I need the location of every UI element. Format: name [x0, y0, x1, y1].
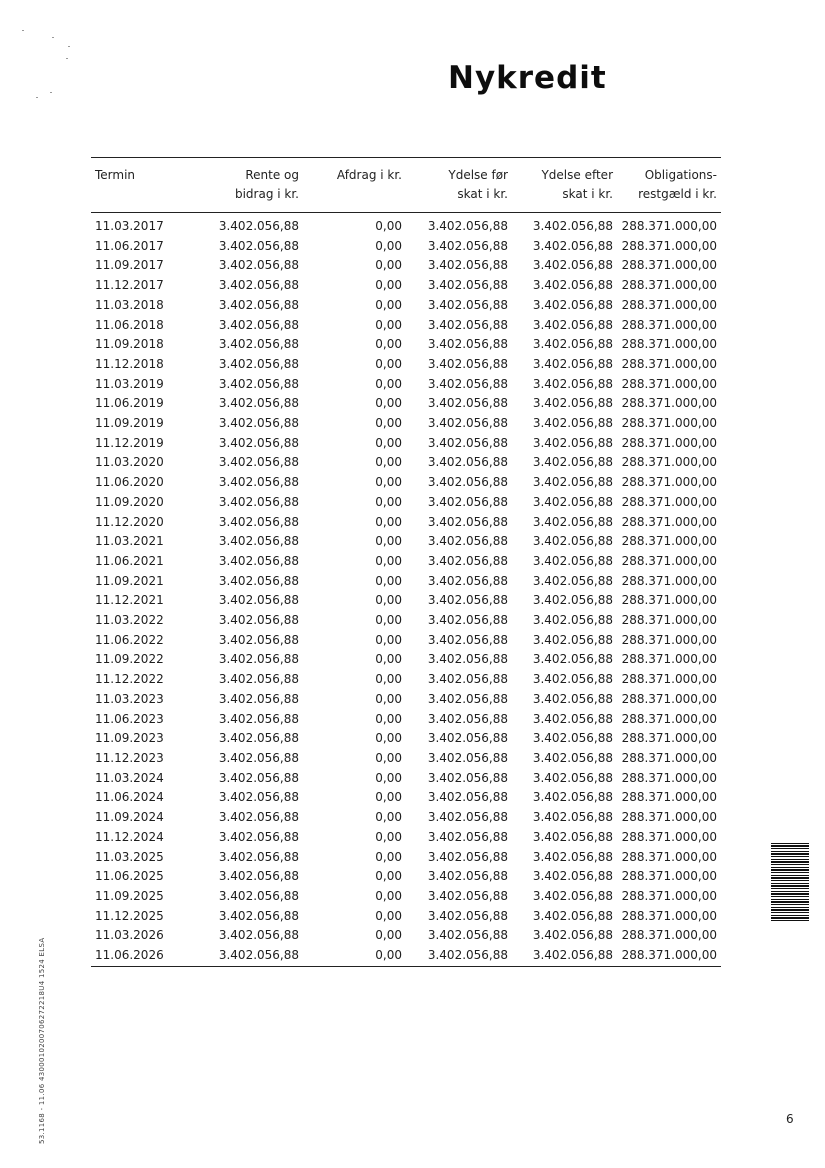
column-header-line: skat i kr.	[457, 187, 508, 201]
column-header-termin	[91, 158, 191, 213]
cell-afdrag: 0,00	[375, 534, 402, 549]
cell-rente-bidrag: 3.402.056,88	[218, 908, 299, 923]
cell-ydelse-efter: 3.402.056,88	[532, 849, 613, 864]
cell-ydelse-efter: 3.402.056,88	[532, 258, 613, 273]
cell-afdrag: 0,00	[375, 928, 402, 943]
table-row	[91, 946, 721, 966]
cell-rente-bidrag: 3.402.056,88	[218, 238, 299, 253]
cell-afdrag: 0,00	[375, 849, 402, 864]
payment-schedule	[91, 157, 721, 967]
column-header-line: skat i kr.	[562, 187, 613, 201]
cell-ydelse-efter: 3.402.056,88	[532, 534, 613, 549]
cell-afdrag: 0,00	[375, 790, 402, 805]
table-row	[91, 631, 721, 651]
payment-schedule-table	[91, 157, 721, 967]
table-row	[91, 926, 721, 946]
cell-ydelse-efter: 3.402.056,88	[532, 396, 613, 411]
table-row	[91, 788, 721, 808]
table-body	[91, 213, 721, 967]
cell-ydelse-efter: 3.402.056,88	[532, 790, 613, 805]
cell-ydelse-foer: 3.402.056,88	[427, 416, 508, 431]
cell-rente-bidrag: 3.402.056,88	[218, 672, 299, 687]
cell-ydelse-foer: 3.402.056,88	[427, 593, 508, 608]
cell-rente-bidrag: 3.402.056,88	[218, 297, 299, 312]
cell-ydelse-foer: 3.402.056,88	[427, 691, 508, 706]
cell-obligationsrestgaeld: 288.371.000,00	[621, 494, 717, 509]
cell-ydelse-efter: 3.402.056,88	[532, 376, 613, 391]
cell-obligationsrestgaeld: 288.371.000,00	[621, 416, 717, 431]
table-row	[91, 591, 721, 611]
cell-obligationsrestgaeld: 288.371.000,00	[621, 691, 717, 706]
cell-ydelse-efter: 3.402.056,88	[532, 632, 613, 647]
cell-termin: 11.06.2017	[95, 238, 164, 253]
cell-termin: 11.06.2018	[95, 317, 164, 332]
cell-obligationsrestgaeld: 288.371.000,00	[621, 455, 717, 470]
cell-rente-bidrag: 3.402.056,88	[218, 928, 299, 943]
cell-obligationsrestgaeld: 288.371.000,00	[621, 553, 717, 568]
cell-obligationsrestgaeld: 288.371.000,00	[621, 593, 717, 608]
cell-obligationsrestgaeld: 288.371.000,00	[621, 888, 717, 903]
cell-ydelse-foer: 3.402.056,88	[427, 376, 508, 391]
cell-afdrag: 0,00	[375, 514, 402, 529]
table-row	[91, 375, 721, 395]
cell-afdrag: 0,00	[375, 613, 402, 628]
cell-termin: 11.03.2025	[95, 849, 164, 864]
cell-obligationsrestgaeld: 288.371.000,00	[621, 750, 717, 765]
cell-rente-bidrag: 3.402.056,88	[218, 494, 299, 509]
cell-ydelse-efter: 3.402.056,88	[532, 750, 613, 765]
cell-obligationsrestgaeld: 288.371.000,00	[621, 829, 717, 844]
cell-obligationsrestgaeld: 288.371.000,00	[621, 435, 717, 450]
cell-afdrag: 0,00	[375, 908, 402, 923]
cell-ydelse-foer: 3.402.056,88	[427, 396, 508, 411]
cell-obligationsrestgaeld: 288.371.000,00	[621, 534, 717, 549]
cell-rente-bidrag: 3.402.056,88	[218, 376, 299, 391]
cell-ydelse-foer: 3.402.056,88	[427, 356, 508, 371]
cell-ydelse-foer: 3.402.056,88	[427, 810, 508, 825]
cell-ydelse-efter: 3.402.056,88	[532, 731, 613, 746]
column-header-line: Obligations-	[644, 168, 717, 182]
cell-termin: 11.03.2021	[95, 534, 164, 549]
cell-afdrag: 0,00	[375, 278, 402, 293]
table-row	[91, 867, 721, 887]
cell-termin: 11.06.2025	[95, 869, 164, 884]
cell-ydelse-foer: 3.402.056,88	[427, 632, 508, 647]
cell-termin: 11.03.2022	[95, 613, 164, 628]
cell-ydelse-efter: 3.402.056,88	[532, 573, 613, 588]
table-row	[91, 848, 721, 868]
cell-ydelse-efter: 3.402.056,88	[532, 435, 613, 450]
cell-termin: 11.06.2019	[95, 396, 164, 411]
table-row	[91, 513, 721, 533]
cell-termin: 11.03.2018	[95, 297, 164, 312]
cell-termin: 11.12.2022	[95, 672, 164, 687]
cell-ydelse-foer: 3.402.056,88	[427, 869, 508, 884]
scan-speck	[22, 30, 24, 31]
cell-termin: 11.03.2020	[95, 455, 164, 470]
cell-afdrag: 0,00	[375, 494, 402, 509]
column-header-line: Afdrag i kr.	[336, 168, 402, 182]
cell-rente-bidrag: 3.402.056,88	[218, 573, 299, 588]
table-row	[91, 670, 721, 690]
cell-afdrag: 0,00	[375, 573, 402, 588]
cell-termin: 11.06.2023	[95, 711, 164, 726]
cell-afdrag: 0,00	[375, 829, 402, 844]
cell-afdrag: 0,00	[375, 376, 402, 391]
cell-rente-bidrag: 3.402.056,88	[218, 750, 299, 765]
cell-termin: 11.03.2023	[95, 691, 164, 706]
cell-rente-bidrag: 3.402.056,88	[218, 435, 299, 450]
cell-ydelse-foer: 3.402.056,88	[427, 888, 508, 903]
cell-afdrag: 0,00	[375, 632, 402, 647]
cell-ydelse-foer: 3.402.056,88	[427, 534, 508, 549]
cell-rente-bidrag: 3.402.056,88	[218, 652, 299, 667]
cell-ydelse-foer: 3.402.056,88	[427, 731, 508, 746]
cell-ydelse-foer: 3.402.056,88	[427, 514, 508, 529]
cell-afdrag: 0,00	[375, 238, 402, 253]
cell-obligationsrestgaeld: 288.371.000,00	[621, 810, 717, 825]
table-row	[91, 690, 721, 710]
cell-termin: 11.03.2019	[95, 376, 164, 391]
cell-ydelse-foer: 3.402.056,88	[427, 750, 508, 765]
table-row	[91, 887, 721, 907]
cell-afdrag: 0,00	[375, 317, 402, 332]
table-row	[91, 335, 721, 355]
cell-rente-bidrag: 3.402.056,88	[218, 731, 299, 746]
table-row	[91, 828, 721, 848]
column-header-line: Rente og	[245, 168, 299, 182]
table-row	[91, 256, 721, 276]
table-header-row	[91, 158, 721, 213]
cell-termin: 11.09.2024	[95, 810, 164, 825]
table-row	[91, 808, 721, 828]
cell-obligationsrestgaeld: 288.371.000,00	[621, 573, 717, 588]
cell-ydelse-efter: 3.402.056,88	[532, 278, 613, 293]
table-row	[91, 296, 721, 316]
scan-speck	[66, 58, 68, 59]
cell-afdrag: 0,00	[375, 691, 402, 706]
cell-ydelse-foer: 3.402.056,88	[427, 435, 508, 450]
cell-termin: 11.03.2017	[95, 219, 164, 233]
cell-ydelse-foer: 3.402.056,88	[427, 829, 508, 844]
cell-obligationsrestgaeld: 288.371.000,00	[621, 632, 717, 647]
column-header-line: Ydelse før	[448, 168, 508, 182]
cell-afdrag: 0,00	[375, 396, 402, 411]
cell-ydelse-foer: 3.402.056,88	[427, 337, 508, 352]
cell-ydelse-efter: 3.402.056,88	[532, 337, 613, 352]
cell-ydelse-efter: 3.402.056,88	[532, 238, 613, 253]
cell-rente-bidrag: 3.402.056,88	[218, 337, 299, 352]
cell-obligationsrestgaeld: 288.371.000,00	[621, 219, 717, 233]
cell-termin: 11.06.2024	[95, 790, 164, 805]
table-row	[91, 414, 721, 434]
table-header	[91, 158, 721, 213]
cell-termin: 11.09.2023	[95, 731, 164, 746]
cell-termin: 11.09.2021	[95, 573, 164, 588]
table-row	[91, 611, 721, 631]
cell-ydelse-efter: 3.402.056,88	[532, 672, 613, 687]
scan-speck	[52, 37, 54, 38]
cell-termin: 11.09.2017	[95, 258, 164, 273]
page-number: 6	[786, 1112, 794, 1126]
cell-rente-bidrag: 3.402.056,88	[218, 790, 299, 805]
cell-ydelse-efter: 3.402.056,88	[532, 494, 613, 509]
cell-ydelse-efter: 3.402.056,88	[532, 317, 613, 332]
cell-ydelse-efter: 3.402.056,88	[532, 711, 613, 726]
cell-obligationsrestgaeld: 288.371.000,00	[621, 672, 717, 687]
column-header-line: Termin	[95, 168, 136, 182]
cell-ydelse-foer: 3.402.056,88	[427, 317, 508, 332]
cell-rente-bidrag: 3.402.056,88	[218, 711, 299, 726]
cell-termin: 11.09.2022	[95, 652, 164, 667]
table-row	[91, 316, 721, 336]
column-header-line: restgæld i kr.	[638, 187, 717, 201]
cell-obligationsrestgaeld: 288.371.000,00	[621, 356, 717, 371]
table-row	[91, 355, 721, 375]
cell-ydelse-foer: 3.402.056,88	[427, 573, 508, 588]
cell-ydelse-foer: 3.402.056,88	[427, 770, 508, 785]
cell-rente-bidrag: 3.402.056,88	[218, 770, 299, 785]
cell-rente-bidrag: 3.402.056,88	[218, 810, 299, 825]
cell-termin: 11.06.2026	[91, 946, 191, 966]
cell-rente-bidrag: 3.402.056,88	[218, 514, 299, 529]
cell-termin: 11.12.2018	[95, 356, 164, 371]
column-header-line: bidrag i kr.	[234, 187, 299, 201]
cell-ydelse-foer: 3.402.056,88	[427, 278, 508, 293]
table-row	[91, 907, 721, 927]
cell-rente-bidrag: 3.402.056,88	[218, 691, 299, 706]
scan-speck	[36, 97, 38, 98]
barcode-icon	[771, 843, 809, 923]
cell-rente-bidrag: 3.402.056,88	[218, 534, 299, 549]
cell-afdrag: 0,00	[375, 593, 402, 608]
cell-rente-bidrag: 3.402.056,88	[218, 219, 299, 233]
cell-rente-bidrag: 3.402.056,88	[218, 829, 299, 844]
cell-obligationsrestgaeld: 288.371.000,00	[621, 731, 717, 746]
cell-afdrag: 0,00	[375, 337, 402, 352]
cell-obligationsrestgaeld: 288.371.000,00	[617, 946, 721, 966]
cell-ydelse-foer: 3.402.056,88	[427, 238, 508, 253]
cell-rente-bidrag: 3.402.056,88	[218, 278, 299, 293]
cell-ydelse-efter: 3.402.056,88	[532, 888, 613, 903]
cell-rente-bidrag: 3.402.056,88	[218, 613, 299, 628]
cell-ydelse-foer: 3.402.056,88	[427, 672, 508, 687]
cell-termin: 11.03.2026	[95, 928, 164, 943]
cell-termin: 11.09.2020	[95, 494, 164, 509]
cell-ydelse-foer: 3.402.056,88	[427, 553, 508, 568]
cell-obligationsrestgaeld: 288.371.000,00	[621, 258, 717, 273]
cell-afdrag: 0,00	[375, 356, 402, 371]
cell-afdrag: 0,00	[375, 711, 402, 726]
table-row	[91, 394, 721, 414]
cell-termin: 11.12.2019	[95, 435, 164, 450]
cell-ydelse-foer: 3.402.056,88	[427, 652, 508, 667]
cell-ydelse-efter: 3.402.056,88	[532, 829, 613, 844]
cell-termin: 11.12.2020	[95, 514, 164, 529]
cell-obligationsrestgaeld: 288.371.000,00	[621, 396, 717, 411]
margin-reference-text: 53.1168 - 11.06 4300010200706272218U4 1524 ELSA	[38, 937, 46, 1144]
cell-afdrag: 0,00	[375, 416, 402, 431]
table-row	[91, 749, 721, 769]
cell-afdrag: 0,00	[375, 297, 402, 312]
table-row	[91, 552, 721, 572]
cell-termin: 11.03.2024	[95, 770, 164, 785]
cell-rente-bidrag: 3.402.056,88	[218, 553, 299, 568]
cell-ydelse-foer: 3.402.056,88	[427, 711, 508, 726]
nykredit-logo: Nykredit	[448, 60, 607, 96]
cell-obligationsrestgaeld: 288.371.000,00	[621, 613, 717, 628]
cell-ydelse-efter: 3.402.056,88	[532, 455, 613, 470]
cell-termin: 11.12.2017	[95, 278, 164, 293]
cell-ydelse-foer: 3.402.056,88	[427, 258, 508, 273]
cell-ydelse-foer: 3.402.056,88	[427, 790, 508, 805]
cell-termin: 11.09.2025	[95, 888, 164, 903]
cell-afdrag: 0,00	[375, 219, 402, 233]
cell-afdrag: 0,00	[375, 869, 402, 884]
cell-afdrag: 0,00	[375, 888, 402, 903]
scan-speck	[68, 46, 70, 47]
cell-rente-bidrag: 3.402.056,88	[218, 869, 299, 884]
column-header-line: Ydelse efter	[541, 168, 613, 182]
cell-ydelse-foer: 3.402.056,88	[427, 849, 508, 864]
cell-obligationsrestgaeld: 288.371.000,00	[621, 908, 717, 923]
cell-rente-bidrag: 3.402.056,88	[218, 632, 299, 647]
cell-afdrag: 0,00	[375, 475, 402, 490]
cell-rente-bidrag: 3.402.056,88	[218, 888, 299, 903]
cell-obligationsrestgaeld: 288.371.000,00	[621, 297, 717, 312]
cell-rente-bidrag: 3.402.056,88	[191, 946, 303, 966]
cell-ydelse-efter: 3.402.056,88	[532, 416, 613, 431]
cell-ydelse-foer: 3.402.056,88	[427, 297, 508, 312]
table-row	[91, 276, 721, 296]
cell-obligationsrestgaeld: 288.371.000,00	[621, 652, 717, 667]
cell-termin: 11.12.2025	[95, 908, 164, 923]
cell-rente-bidrag: 3.402.056,88	[218, 356, 299, 371]
cell-ydelse-efter: 3.402.056,88	[532, 652, 613, 667]
table-row	[91, 473, 721, 493]
cell-obligationsrestgaeld: 288.371.000,00	[621, 317, 717, 332]
cell-termin: 11.12.2024	[95, 829, 164, 844]
cell-termin: 11.06.2020	[95, 475, 164, 490]
cell-afdrag: 0,00	[375, 731, 402, 746]
cell-ydelse-efter: 3.402.056,88	[532, 356, 613, 371]
cell-termin: 11.06.2021	[95, 553, 164, 568]
cell-ydelse-efter: 3.402.056,88	[512, 946, 617, 966]
cell-ydelse-efter: 3.402.056,88	[532, 219, 613, 233]
table-row	[91, 532, 721, 552]
cell-termin: 11.06.2022	[95, 632, 164, 647]
cell-afdrag: 0,00	[375, 810, 402, 825]
cell-ydelse-foer: 3.402.056,88	[427, 613, 508, 628]
cell-ydelse-efter: 3.402.056,88	[532, 475, 613, 490]
cell-afdrag: 0,00	[375, 455, 402, 470]
table-row	[91, 213, 721, 237]
cell-obligationsrestgaeld: 288.371.000,00	[621, 770, 717, 785]
cell-rente-bidrag: 3.402.056,88	[218, 416, 299, 431]
cell-obligationsrestgaeld: 288.371.000,00	[621, 337, 717, 352]
table-row	[91, 572, 721, 592]
table-row	[91, 434, 721, 454]
cell-obligationsrestgaeld: 288.371.000,00	[621, 928, 717, 943]
cell-obligationsrestgaeld: 288.371.000,00	[621, 711, 717, 726]
cell-ydelse-efter: 3.402.056,88	[532, 691, 613, 706]
cell-ydelse-foer: 3.402.056,88	[427, 494, 508, 509]
cell-obligationsrestgaeld: 288.371.000,00	[621, 849, 717, 864]
cell-rente-bidrag: 3.402.056,88	[218, 317, 299, 332]
cell-rente-bidrag: 3.402.056,88	[218, 849, 299, 864]
column-header-ydelse-efter	[512, 158, 617, 213]
cell-ydelse-efter: 3.402.056,88	[532, 593, 613, 608]
table-row	[91, 453, 721, 473]
cell-obligationsrestgaeld: 288.371.000,00	[621, 278, 717, 293]
cell-ydelse-foer: 3.402.056,88	[427, 219, 508, 233]
table-row	[91, 769, 721, 789]
cell-ydelse-efter: 3.402.056,88	[532, 297, 613, 312]
scan-speck	[50, 92, 52, 93]
cell-termin: 11.12.2021	[95, 593, 164, 608]
cell-ydelse-efter: 3.402.056,88	[532, 553, 613, 568]
cell-afdrag: 0,00	[375, 750, 402, 765]
cell-obligationsrestgaeld: 288.371.000,00	[621, 514, 717, 529]
cell-obligationsrestgaeld: 288.371.000,00	[621, 869, 717, 884]
cell-ydelse-efter: 3.402.056,88	[532, 613, 613, 628]
cell-ydelse-foer: 3.402.056,88	[406, 946, 512, 966]
cell-obligationsrestgaeld: 288.371.000,00	[621, 475, 717, 490]
cell-ydelse-foer: 3.402.056,88	[427, 928, 508, 943]
cell-ydelse-foer: 3.402.056,88	[427, 908, 508, 923]
cell-ydelse-efter: 3.402.056,88	[532, 928, 613, 943]
cell-ydelse-efter: 3.402.056,88	[532, 770, 613, 785]
column-header-obligationsrestgaeld	[617, 158, 721, 213]
cell-ydelse-efter: 3.402.056,88	[532, 869, 613, 884]
column-header-rente	[191, 158, 303, 213]
table-row	[91, 729, 721, 749]
cell-termin: 11.09.2019	[95, 416, 164, 431]
column-header-afdrag	[303, 158, 406, 213]
cell-ydelse-efter: 3.402.056,88	[532, 908, 613, 923]
cell-obligationsrestgaeld: 288.371.000,00	[621, 376, 717, 391]
cell-rente-bidrag: 3.402.056,88	[218, 258, 299, 273]
cell-rente-bidrag: 3.402.056,88	[218, 396, 299, 411]
cell-ydelse-foer: 3.402.056,88	[427, 475, 508, 490]
cell-rente-bidrag: 3.402.056,88	[218, 455, 299, 470]
cell-afdrag: 0,00	[303, 946, 406, 966]
column-header-ydelse-foer	[406, 158, 512, 213]
cell-afdrag: 0,00	[375, 258, 402, 273]
cell-obligationsrestgaeld: 288.371.000,00	[621, 238, 717, 253]
cell-obligationsrestgaeld: 288.371.000,00	[621, 790, 717, 805]
cell-afdrag: 0,00	[375, 435, 402, 450]
cell-termin: 11.12.2023	[95, 750, 164, 765]
cell-ydelse-foer: 3.402.056,88	[427, 455, 508, 470]
cell-afdrag: 0,00	[375, 553, 402, 568]
cell-rente-bidrag: 3.402.056,88	[218, 593, 299, 608]
table-row	[91, 237, 721, 257]
table-row	[91, 650, 721, 670]
cell-ydelse-efter: 3.402.056,88	[532, 810, 613, 825]
cell-afdrag: 0,00	[375, 672, 402, 687]
cell-afdrag: 0,00	[375, 652, 402, 667]
cell-rente-bidrag: 3.402.056,88	[218, 475, 299, 490]
table-row	[91, 493, 721, 513]
table-row	[91, 710, 721, 730]
cell-termin: 11.09.2018	[95, 337, 164, 352]
cell-afdrag: 0,00	[375, 770, 402, 785]
cell-ydelse-efter: 3.402.056,88	[532, 514, 613, 529]
